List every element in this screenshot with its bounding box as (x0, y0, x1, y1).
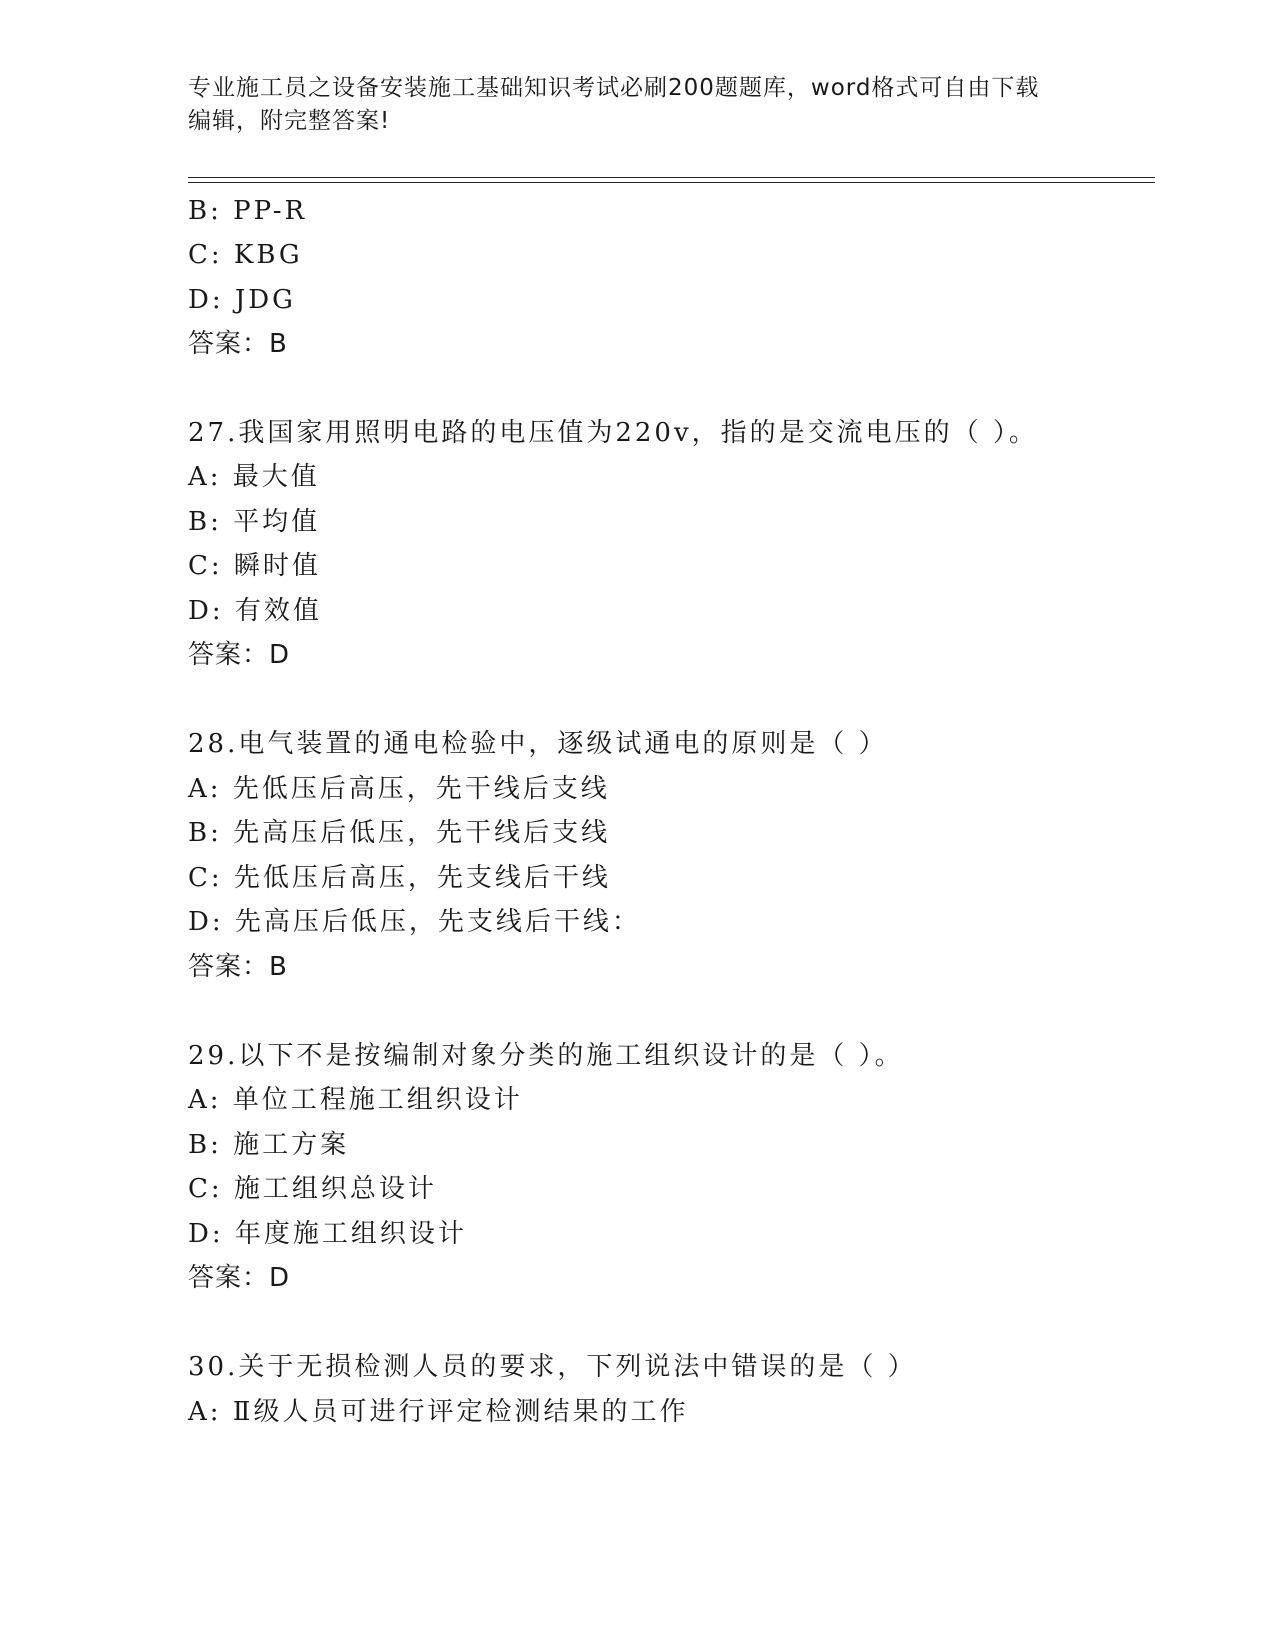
q27-option-a: A: 最大值 (188, 462, 320, 492)
q29-option-c: C: 施工组织总设计 (188, 1174, 437, 1204)
q29-option-a: A: 单位工程施工组织设计 (188, 1085, 523, 1115)
document-header (188, 72, 1088, 138)
q27-option-c: C: 瞬时值 (188, 551, 321, 581)
q28-option-b: B: 先高压后低压，先干线后支线 (188, 818, 611, 848)
q29-answer: 答案：D (188, 1263, 291, 1293)
q29-question: 29.以下不是按编制对象分类的施工组织设计的是（ ）。 (188, 1041, 904, 1071)
q28-option-c: C: 先低压后高压，先支线后干线 (188, 863, 611, 893)
q26-option-d: D: JDG (188, 285, 296, 315)
q28-answer: 答案：B (188, 952, 288, 982)
q30-question: 30.关于无损检测人员的要求，下列说法中错误的是（ ） (188, 1352, 917, 1382)
header-divider-bottom (188, 182, 1155, 183)
q27-question: 27.我国家用照明电路的电压值为220v，指的是交流电压的（ ）。 (188, 418, 1038, 448)
q27-answer: 答案：D (188, 640, 291, 670)
q26-option-b: B: PP-R (188, 196, 308, 226)
q29-option-b: B: 施工方案 (188, 1130, 350, 1160)
q26-option-c: C: KBG (188, 240, 303, 270)
q29-option-d: D: 年度施工组织设计 (188, 1219, 467, 1249)
q28-option-d: D: 先高压后低压，先支线后干线： (188, 907, 641, 937)
q30-option-a: A: Ⅱ级人员可进行评定检测结果的工作 (188, 1397, 689, 1427)
header-divider-top (188, 177, 1155, 178)
header-line-1: 专业施工员之设备安装施工基础知识考试必刷200题题库，word格式可自由下载 (188, 75, 1040, 101)
q28-question: 28.电气装置的通电检验中，逐级试通电的原则是（ ） (188, 729, 888, 759)
q28-option-a: A: 先低压后高压，先干线后支线 (188, 774, 610, 804)
q26-answer: 答案：B (188, 329, 288, 359)
q27-option-b: B: 平均值 (188, 507, 321, 537)
q27-option-d: D: 有效值 (188, 596, 322, 626)
header-line-2: 编辑，附完整答案! (188, 108, 391, 134)
